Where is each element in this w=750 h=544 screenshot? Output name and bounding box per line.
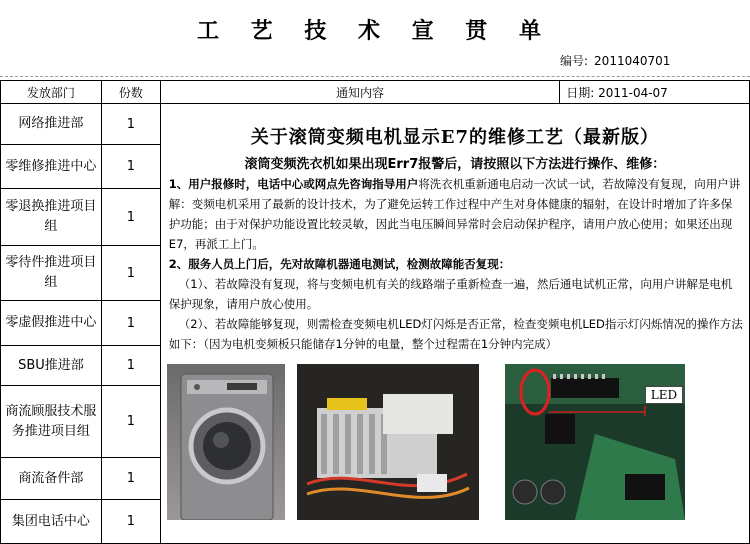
col-dept-header: 发放部门	[1, 81, 102, 104]
paragraph-4: （2）、若故障能够复现，则需检查变频电机LED灯闪烁是否正常，检查变频电机LED指示灯闪烁情况的操作方法如下：（因为电机变频板只能储存1分钟的电量，整个过程需在1分钟内完成）	[168, 317, 743, 351]
document-title: 工 艺 技 术 宣 贯 单	[197, 18, 553, 44]
notice-title: 关于滚筒变频电机显示E7的维修工艺（最新版）	[250, 127, 660, 148]
dept-cell: 零虚假推进中心	[1, 301, 102, 346]
table-row	[1, 104, 750, 145]
notice-content	[160, 104, 749, 544]
inverter-board-photo	[297, 364, 479, 520]
dept-cell: SBU推进部	[1, 346, 102, 386]
washing-machine-photo	[167, 364, 285, 520]
dept-cell: 零待件推进项目组	[1, 246, 102, 301]
count-cell: 1	[101, 301, 160, 346]
paragraph-1-text: 将洗衣机重新通电启动一次试一试，若故障没有复现，向用户讲解：变频电机采用了最新的设计技术，为了避免运转工作过程中产生对身体健康的辐射，在设计时增加了许多保护功能；由于对保护功能设置比较灵敏，因此当电压瞬间异常时会启动保护程序，请用户放心使用；如果还出现E7，再派工上门。	[168, 177, 741, 251]
paragraph-2-heading: 2、服务人员上门后，先对故障机器通电测试，检测故障能否复现：	[168, 257, 511, 271]
count-cell: 1	[101, 386, 160, 458]
count-cell: 1	[101, 500, 160, 544]
paragraph-1-heading: 1、用户报修时，电话中心或网点先咨询指导用户	[168, 177, 419, 191]
dept-cell: 零维修推进中心	[1, 145, 102, 189]
dept-cell: 商流备件部	[1, 458, 102, 500]
document-number	[560, 52, 670, 69]
count-cell: 1	[101, 246, 160, 301]
col-count-header: 份数	[101, 81, 160, 104]
doc-no-label: 编号:	[560, 54, 589, 68]
date-label: 日期:	[566, 85, 595, 100]
dept-cell: 零退换推进项目组	[1, 189, 102, 246]
doc-no-value: 2011040701	[594, 54, 671, 68]
dept-cell: 集团电话中心	[1, 500, 102, 544]
count-cell: 1	[101, 346, 160, 386]
date-value: 2011-04-07	[598, 85, 668, 100]
col-notice-header: 通知内容	[160, 81, 559, 104]
table-header-row	[1, 81, 750, 104]
count-cell: 1	[101, 104, 160, 145]
dept-cell: 商流顾服技术服务推进项目组	[1, 386, 102, 458]
paragraph-3: （1）、若故障没有复现，将与变频电机有关的线路端子重新检查一遍，然后通电试机正常，向用户讲解是电机保护现象，请用户放心使用。	[168, 277, 733, 311]
notice-lead: 滚筒变频洗衣机如果出现Err7报警后，请按照以下方法进行操作、维修：	[244, 157, 666, 172]
dept-cell: 网络推进部	[1, 104, 102, 145]
count-cell: 1	[101, 189, 160, 246]
paragraph-1	[169, 174, 743, 254]
led-board-photo	[505, 364, 685, 520]
page-divider	[0, 76, 750, 77]
count-cell: 1	[101, 458, 160, 500]
notice-table	[0, 80, 750, 544]
date-header	[560, 81, 750, 104]
led-callout-label: LED	[645, 386, 683, 404]
photo-strip	[161, 364, 749, 534]
paragraph-2	[169, 254, 743, 274]
count-cell: 1	[101, 145, 160, 189]
